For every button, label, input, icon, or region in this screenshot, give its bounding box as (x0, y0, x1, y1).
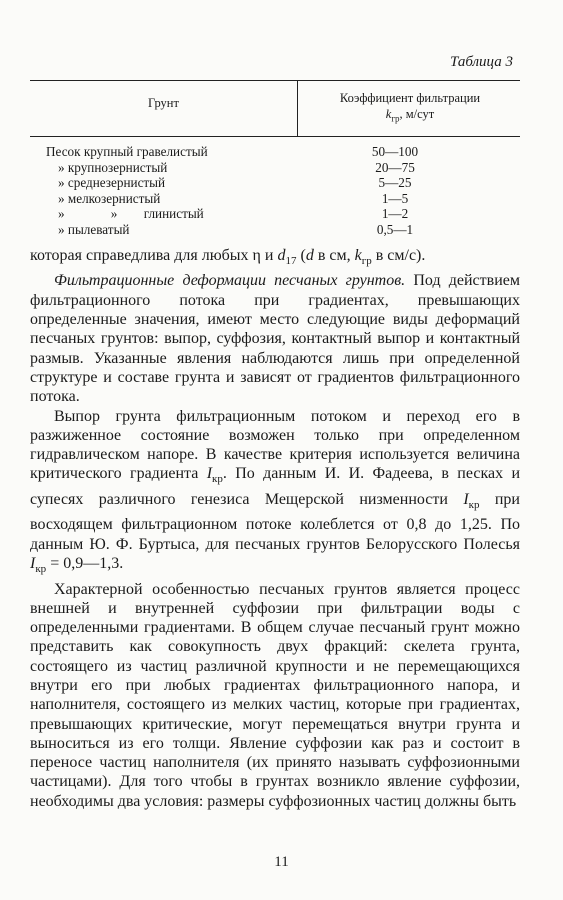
coefficient-header-unit: $k_{гр}$, м/сут (385, 107, 435, 124)
table-top-rule (30, 80, 520, 81)
soil-name: Песок крупный гравелистый (46, 144, 208, 159)
paragraph-suffosion: Характерной особенностью песчаных грунтов является процесс внешней и внутренней суффозии при фильтрации воды с определенными градиентами. В общем случае песчаный грунт можно представить как совокупность двух фракций: скелета грунта, состоящего из частиц различной крупности и не перемещающихся внутри его при любых градиентах фильтрационного напора, и наполнителя, состоящего из мелких частиц, которые при градиентах, превышающих критические, могут перемещаться внутри грунта и выноситься из его толщи. Явление суффозии как раз и состоит в переносе частиц наполнителя (их принято называть суффозионными частицами). Для того чтобы в грунтах возникло явление суффозии, необходимы два условия: размеры суффозионных частиц должны быть (30, 580, 520, 810)
table-row (0, 160, 563, 176)
soil-name: » крупнозернистый (58, 159, 168, 175)
soil-name: » » глинистый (58, 206, 204, 221)
coefficient-header-title: Коэффициент фильтрации (339, 91, 481, 105)
column-header-coefficient (300, 90, 520, 127)
table-row (0, 144, 563, 160)
filtration-coefficient: 0,5—1 (376, 221, 414, 237)
table-caption: Таблица 3 (450, 54, 513, 70)
filtration-coefficient: 20—75 (375, 159, 415, 175)
table-header-divider (297, 80, 298, 136)
filtration-coefficient: 1—2 (381, 206, 409, 221)
paragraph-continuation: которая справедлива для любых η и $d_{17}$ (d в см, $k_{гр}$ в см/с). (30, 247, 426, 268)
soil-name: » мелкозернистый (58, 190, 161, 206)
paragraph-filtration-deformations: Фильтрационные деформации песчаных грунтов. Под действием фильтрационного потока при градиентах, превышающих определенные значения, имеют место следующие виды деформаций песчаных грунтов: выпор, суффозия, контактный выпор и контактный размыв. Указанные явления наблюдаются лишь при определенной структуре и составе грунта и зависят от градиентов фильтрационного потока. (30, 272, 520, 406)
table-row (0, 191, 563, 207)
body-text (30, 246, 520, 811)
page-number: 11 (274, 854, 289, 870)
filtration-coefficient: 5—25 (378, 175, 412, 190)
soil-name: » среднезернистый (58, 175, 166, 190)
section-heading: Фильтрационные деформации песчаных грунтов. (54, 272, 406, 290)
filtration-coefficient: 1—5 (381, 190, 409, 206)
table-row (0, 222, 563, 238)
table-body (0, 144, 563, 237)
paragraph-uplift: Выпор грунта фильтрационным потоком и переход его в разжиженное состояние возможен только при определенном гидравлическом напоре. В качестве критерия используется величина критического градиента $I_{кр}$. По данным И. И. Фадеева, в песках и супесях различного генезиса Мещерской низменности $I_{кр}$ при восходящем фильтрационном потоке колеблется от 0,8 до 1,25. По данным Ю. Ф. Буртыса, для песчаных грунтов Белорусского Полесья $I_{кр}$ = 0,9—1,3. (30, 407, 521, 576)
filtration-coefficient: 50—100 (371, 144, 419, 159)
table-row (0, 175, 563, 191)
soil-name: » пылеватый (58, 221, 130, 237)
table-row (0, 206, 563, 222)
column-header-soil: Грунт (148, 96, 179, 110)
table-header-rule (30, 136, 520, 137)
